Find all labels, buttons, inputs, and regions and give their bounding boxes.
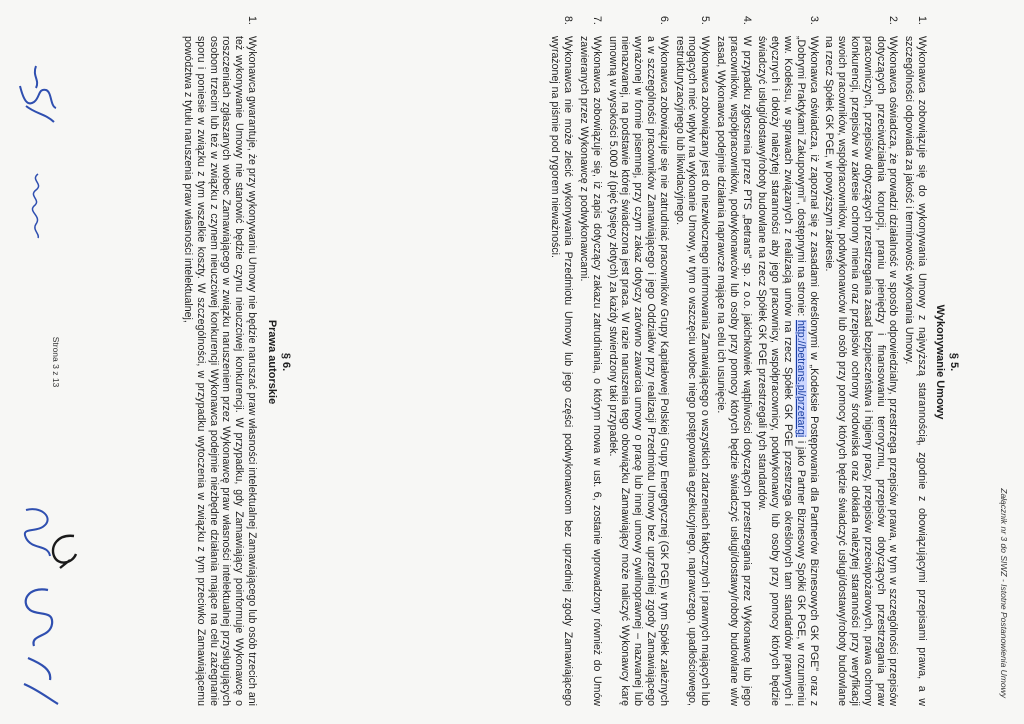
list-item: 6. Wykonawca zobowiązuje się nie zatrudniać pracowników Grupy Kapitałowej Polskiej Grupy Energetycznej (GK PGE) w tym Spółek zależnych a w szczególności pracowników Zamawiającego i jego Oddziałów przy realizacji Przedmiotu Umowy bez uprzedniej zgody Zamawiającego wyrażonej w formie pisemnej, przy czym zakaz dotyczy zarówno zawarcia umowy o pracę lub innej umowy cywilnoprawnej – nazwanej lub nienazwanej, na podstawie której świadczona jest praca. W razie naruszenia tego obowiązku Zamawiający może naliczyć Wykonawcy karę umowną w wysokości 5.000 zł (pięć tysięcy złotych) za każdy stwierdzony taki przypadek. — [606, 16, 670, 706]
betrans-link[interactable]: http://betrans.pl/przetargi — [794, 320, 807, 438]
section-6-number: § 6. — [280, 352, 292, 372]
page-header: Załącznik nr 3 do SIWZ - Istotne Postanowienia Umowy — [999, 488, 1009, 698]
list-item: 4. W przypadku zgłoszenia przez PTS „Betrans" sp. z o.o. jakichkolwiek wątpliwości dotyczących przestrzegania przez Wykonawcę lub jego pracowników, współpracowników, podwykonawców lub osoby przy pomocy których będzie świadczyć usługi/dostawy/roboty budowlane w/w zasad, Wykonawca podejmie działania naprawcze mające na celu ich usunięcie. — [715, 16, 753, 706]
list-item: 8. Wykonawca nie może zlecić wykonywania Przedmiotu Umowy lub jego części podwykonawcom bez uprzedniej zgody Zamawiającego wyrażonej na piśmie pod rygorem nieważności. — [549, 16, 575, 706]
handwritten-initials-signature — [6, 62, 66, 132]
section-5-heading: Wykonywanie Umowy — [934, 304, 946, 420]
handwritten-signature-3 — [8, 580, 78, 710]
list-item: 7. Wykonawca zobowiązuje się, iż zapis dotyczący zakazu zatrudniania, o którym mowa w ust. 6, zostanie wprowadzony również do Umów zawieranych przez Wykonawcę z podwykonawcami. — [578, 16, 603, 706]
list-item: 1. Wykonawca zobowiązuje się do wykonywania Umowy z najwyższą starannością, zgodnie z obowiązującymi przepisami prawa, a w szczególności odpowiada za jakość i terminowość wykonania Umowy. — [903, 16, 928, 706]
section-6-list — [178, 16, 258, 706]
list-item: 2. Wykonawca oświadcza, że prowadzi działalność w sposób odpowiedzialny, przestrzega przepisów prawa, w tym w szczególności przepisów dotyczących przeciwdziałania korupcji, praniu pieniędzy i finansowaniu terroryzmu, przepisów dotyczących przestrzegania praw pracowniczych, przepisów dotyczących przestrzegania zasad bezpieczeństwa i higieny pracy, przepisów przeciwpożarowych, prawa ochrony konkurencji, przepisów w zakresie ochrony mienia oraz przepisów ochrony środowiska oraz dokłada należytej staranności przy weryfikacji swoich pracowników, współpracowników, podwykonawców lub osób przy pomocy których będzie świadczyć usługi/dostawy/roboty budowlane na rzecz Spółek GK PGE, w powyższym zakresie. — [823, 16, 900, 706]
list-item: 3. Wykonawca oświadcza, iż zapoznał się z zasadami określonymi w „Kodeksie Postępowania dla Partnerów Biznesowych GK PGE" oraz z „Dobrymi Praktykami Zakupowymi", dostępnymi na stronie: http://betrans.pl/przetargi i jako Partner Biznesowy Spółki GK PGE, w rozumieniu ww. Kodeksu, w sprawach związanych z realizacją umów na rzecz Spółek GK PGE przestrzega określonych tam standardów prawnych i etycznych i dołoży należytej staranności aby jego pracownicy, współpracownicy, podwykonawcy lub osoby przy pomocy których będzie świadczyć usługi/dostawy/roboty budowlane na rzecz Spółek GK PGE przestrzegali tych standardów. — [756, 16, 820, 706]
section-5-list — [546, 16, 928, 706]
section-6-heading: Prawa autorskie — [266, 319, 278, 405]
handwritten-name-signature — [20, 170, 54, 240]
list-item: 1. Wykonawca gwarantuje, że przy wykonywaniu Umowy nie będzie naruszać praw własności intelektualnej Zamawiającego lub osób trzecich ani też wykonywanie Umowy nie stanowić będzie czynu nieuczciwej konkurencji. W przypadku, gdy Zamawiający poinformuje Wykonawcę o roszczeniach zgłaszanych wobec Zamawiającego w związku naruszeniem przez Wykonawcę praw własności intelektualnej przysługujących osobom trzecim lub też w związku z czynem nieuczciwej konkurencji Wykonawca podejmie niezbędne działania mające na celu zażegnanie sporu i poniesie w związku z tym wszelkie koszty. W szczególności, w przypadku wytoczenia w związku z tym przeciwko Zamawiającemu powództwa z tytułu naruszenia praw własności intelektualnej, — [182, 16, 258, 706]
page-footer: Strona 3 z 13 — [51, 336, 61, 388]
section-5-number: § 5. — [948, 352, 960, 372]
list-item: 5. Wykonawca zobowiązany jest do niezwłocznego informowania Zamawiającego o wszystkich zdarzeniach faktycznych i prawnych mających lub mogących mieć wpływ na wykonanie Umowy, w tym o wszczęciu wobec niego postępowania egzekucyjnego, naprawczego, upadłościowego, restrukturyzacyjnego lub likwidacyjnego. — [673, 16, 712, 706]
handwritten-signature-2 — [46, 530, 86, 570]
